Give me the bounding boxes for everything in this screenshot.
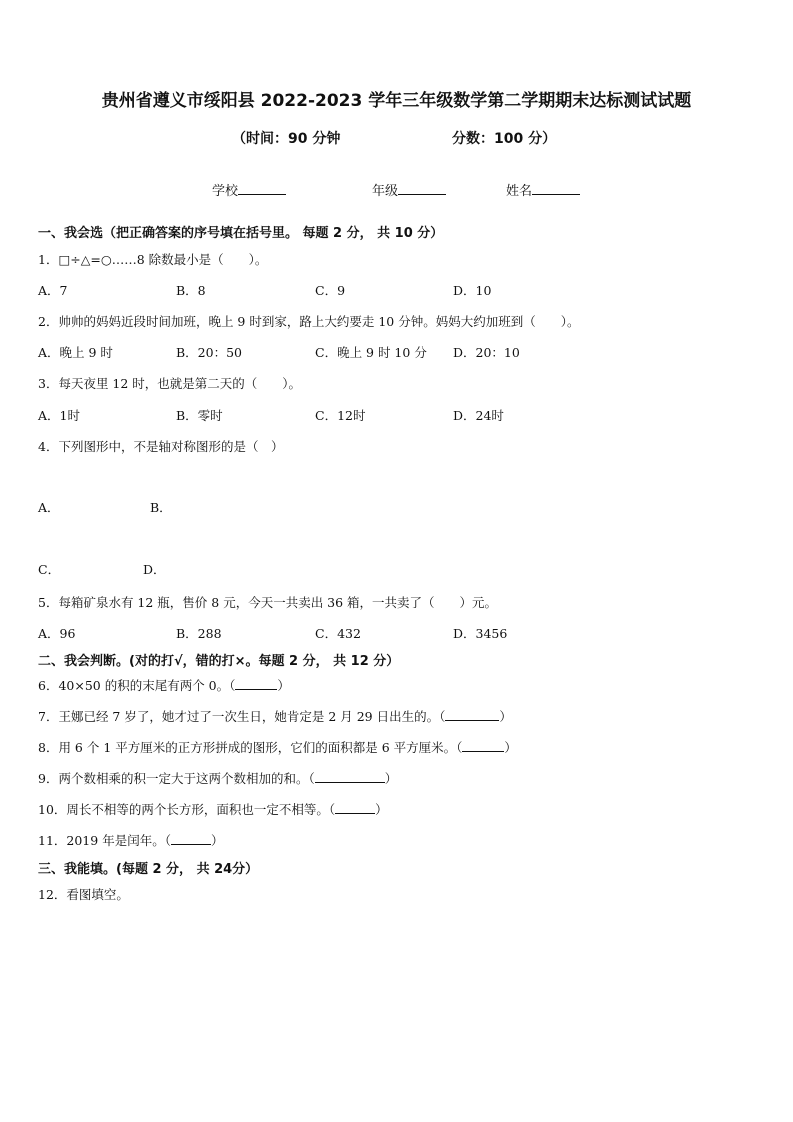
q3-option-b[interactable]: B．零时	[176, 408, 223, 423]
name-field[interactable]	[506, 180, 580, 199]
q4-option-d[interactable]: D．	[143, 562, 166, 577]
question-9-close: ）	[384, 771, 398, 786]
q5-option-b[interactable]: B．288	[176, 626, 222, 641]
q5-option-a[interactable]: A．96	[38, 626, 76, 641]
question-11-close: ）	[210, 833, 224, 848]
question-10-text: 10．周长不相等的两个长方形，面积也一定不相等。（	[38, 802, 336, 817]
question-6-close: ）	[277, 678, 290, 693]
section-1-heading: 一、我会选（把正确答案的序号填在括号里。 每题 2 分， 共 10 分）	[38, 226, 444, 241]
q3-option-a[interactable]: A．1时	[38, 408, 80, 423]
question-5: 5．每箱矿泉水有 12 瓶，售价 8 元，今天一共卖出 36 箱，一共卖了（ ）元。	[38, 595, 498, 610]
q1-option-b[interactable]: B．8	[176, 283, 206, 298]
question-7	[38, 707, 512, 725]
question-11-text: 11．2019 年是闰年。（	[38, 833, 171, 848]
question-7-text: 7．王娜已经 7 岁了，她才过了一次生日，她肯定是 2 月 29 日出生的。（	[38, 709, 446, 724]
q5-option-c[interactable]: C．432	[315, 626, 361, 641]
q3-option-c[interactable]: C．12时	[315, 408, 366, 423]
name-blank[interactable]	[532, 182, 580, 195]
school-label: 学校	[212, 184, 239, 199]
question-1: 1．□÷△=○……8 除数最小是（ ）。	[38, 252, 268, 267]
q5-option-d[interactable]: D．3456	[453, 626, 508, 641]
q4-option-c[interactable]: C．	[38, 562, 61, 577]
question-3: 3．每天夜里 12 时，也就是第二天的（ ）。	[38, 376, 302, 391]
q1-option-d[interactable]: D．10	[453, 283, 492, 298]
grade-field[interactable]	[372, 180, 446, 199]
question-8-text: 8．用 6 个 1 平方厘米的正方形拼成的图形，它们的面积都是 6 平方厘米。（	[38, 740, 463, 755]
question-11	[38, 831, 223, 849]
page-title: 贵州省遵义市绥阳县 2022-2023 学年三年级数学第二学期期末达标测试试题	[101, 91, 692, 111]
q2-option-d[interactable]: D．20：10	[453, 345, 520, 360]
question-10-answer-blank[interactable]	[335, 801, 375, 814]
grade-label: 年级	[372, 184, 399, 199]
q1-option-a[interactable]: A．7	[38, 283, 68, 298]
q4-option-b[interactable]: B．	[150, 500, 172, 515]
question-12: 12．看图填空。	[38, 887, 129, 902]
question-6-answer-blank[interactable]	[235, 677, 277, 690]
question-8	[38, 738, 517, 756]
question-10	[38, 800, 388, 818]
q2-option-c[interactable]: C．晚上 9 时 10 分	[315, 345, 427, 360]
section-3-heading: 三、我能填。(每题 2 分， 共 24分）	[38, 862, 259, 877]
question-2: 2．帅帅的妈妈近段时间加班，晚上 9 时到家，路上大约要走 10 分钟。妈妈大约加班到（ ）。	[38, 314, 580, 329]
question-11-answer-blank[interactable]	[171, 832, 211, 845]
question-10-close: ）	[375, 802, 388, 817]
question-7-answer-blank[interactable]	[445, 708, 499, 721]
section-2-heading: 二、我会判断。(对的打√，错的打×。每题 2 分， 共 12 分）	[38, 654, 400, 669]
question-9	[38, 769, 397, 787]
exam-time: （时间：90 分钟	[232, 131, 341, 147]
q2-option-b[interactable]: B．20：50	[176, 345, 242, 360]
question-7-close: ）	[499, 709, 512, 724]
q2-option-a[interactable]: A．晚上 9 时	[38, 345, 113, 360]
question-6	[38, 676, 290, 694]
question-9-answer-blank[interactable]	[315, 770, 385, 783]
school-blank[interactable]	[238, 182, 286, 195]
school-field[interactable]	[212, 180, 286, 199]
question-8-close: ）	[504, 740, 517, 755]
question-8-answer-blank[interactable]	[462, 739, 504, 752]
question-9-text: 9．两个数相乘的积一定大于这两个数相加的和。（	[38, 771, 315, 786]
q1-option-c[interactable]: C．9	[315, 283, 346, 298]
exam-score: 分数：100 分）	[452, 131, 557, 147]
question-4: 4．下列图形中，不是轴对称图形的是（ ）	[38, 439, 284, 454]
name-label: 姓名	[506, 184, 533, 199]
q4-option-a[interactable]: A．	[38, 500, 60, 515]
question-6-text: 6．40×50 的积的末尾有两个 0。（	[38, 678, 236, 693]
q3-option-d[interactable]: D．24时	[453, 408, 504, 423]
grade-blank[interactable]	[398, 182, 446, 195]
